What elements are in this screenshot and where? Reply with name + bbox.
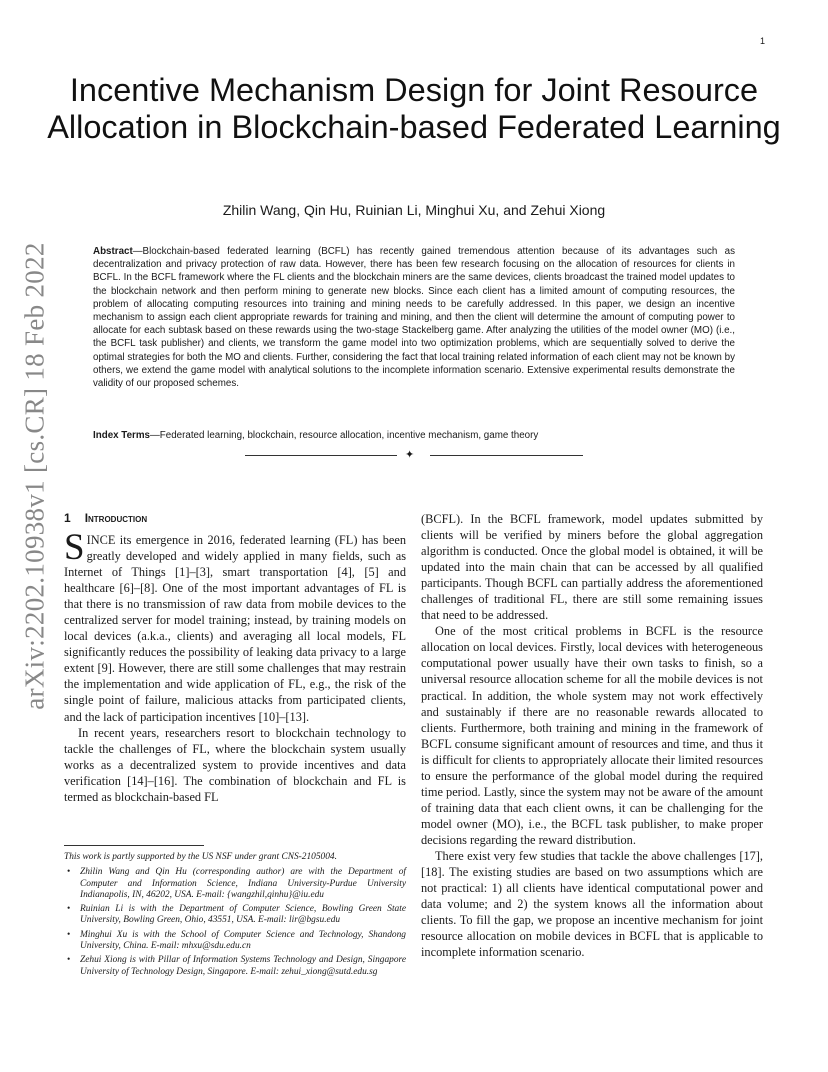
- intro-paragraph-1: [64, 527, 406, 725]
- author-list: Zhilin Wang, Qin Hu, Ruinian Li, Minghui Xu, and Zehui Xiong: [222, 202, 606, 218]
- section-title: Introduction: [84, 511, 148, 525]
- intro-paragraph-1-text: INCE its emergence in 2016, federated learning (FL) has been greatly developed and widely applied in many fields, such as Internet of Things [1]–[3], smart transportation [4], [5] and healthcare [6]–[8]. One of the most important advantages of FL is that there is no transmission of raw data from mobile devices to the centralized server for model training; instead, by training models on local devices (a.k.a., clients) and averaging all local models, FL significantly reduces the possibility of leaking data privacy to a large extent [9]. However, there are still some challenges that may restrain the implementation and wide application of FL, e.g., the risk of the single point of failure, malicious attacks from participated clients, and the lack of participation incentives [10]–[13].: [64, 533, 406, 724]
- affiliation-item: • Zehui Xiong is with Pillar of Information Systems Technology and Design, Singapore University of Technology Design, Singapore. E-mail: zehui_xiong@sutd.edu.sg: [64, 955, 406, 978]
- separator-line-right: [430, 455, 583, 456]
- left-column: [64, 510, 406, 805]
- funding-note: This work is partly supported by the US NSF under grant CNS-2105004.: [64, 852, 337, 862]
- affiliation-item: • Zhilin Wang and Qin Hu (corresponding author) are with the Department of Computer and Information Science, Indiana University-Purdue University Indianapolis, IN, 46202, USA. E-mail: {wangzhil,qinhu}@iu.edu: [64, 867, 406, 901]
- abstract-text: —Blockchain-based federated learning (BCFL) has recently gained tremendous attention because of its advantages such as decentralization and privacy protection of raw data. However, there has been few research focusing on the allocation of resources for clients in BCFL. In the BCFL framework where the FL clients and the blockchain miners are the same devices, clients broadcast the trained model updates to the blockchain network and then perform mining to generate new blocks. Since each client has a limited amount of computing resources, the problem of allocating computing resources into training and mining needs to be carefully addressed. In this paper, we design an incentive mechanism to assign each client appropriate rewards for training and mining, and then the client will determine the amount of computing power to allocate for each subtask based on these rewards using the two-stage Stackelberg game. After analyzing the utilities of the model owner (MO) (i.e., the BCFL task publisher) and clients, we transform the game model into two optimization problems, which are sequentially solved to derive the optimal strategies for both the MO and clients. Further, considering the fact that local training related information of each client may not be known by others, we extend the game model with analytical solutions to the incomplete information scenario. Extensive experimental results demonstrate the validity of our proposed schemes.: [93, 246, 735, 390]
- footnotes: [64, 852, 406, 981]
- affiliation-item: • Ruinian Li is with the Department of Computer Science, Bowling Green State University, Bowling Green, Ohio, 43551, USA. E-mail: lir@bgsu.edu: [64, 904, 406, 927]
- affiliation-list: [64, 867, 406, 978]
- page-number: 1: [759, 36, 765, 46]
- intro-paragraph-4: One of the most critical problems in BCFL is the resource allocation on local devices. Firstly, local devices with heterogeneous computational power usually have their own tasks to finish, so a universal resource allocation scheme for all the mobile devices is not practical. In addition, the whole system may not work effectively and sustainably if there are no reasonable rewards allocated to clients. Furthermore, both training and mining in the framework of BCFL consume significant amount of resources and time, and thus it is difficult for clients to appropriately allocate their limited resources to ensure the performance of the global model during the required time period. Lastly, since the system may not be aware of the amount of training data that each client owns, it can be challenging for the model owner (MO), i.e., the BCFL task publisher, to make proper decisions regarding the reward distribution.: [421, 624, 763, 847]
- affiliation-item: • Minghui Xu is with the School of Computer Science and Technology, Shandong University, China. E-mail: mhxu@sdu.edu.cn: [64, 930, 406, 953]
- right-column: [421, 511, 763, 960]
- section-number: 1: [64, 511, 71, 525]
- abstract: [93, 245, 735, 390]
- footnote-rule: [64, 845, 204, 846]
- intro-paragraph-3: (BCFL). In the BCFL framework, model updates submitted by clients will be verified by miners before the global aggregation algorithm is conducted. Once the global model is obtained, it will be updated into the main chain that can be accessed by all qualified participants. Though BCFL can partially address the aforementioned challenges of traditional FL, there are still some remaining issues that need to be addressed.: [421, 512, 763, 623]
- separator-line-left: [245, 455, 397, 456]
- index-terms-label: Index Terms: [93, 430, 150, 441]
- abstract-label: Abstract: [93, 246, 133, 257]
- arxiv-stamp-text: arXiv:2202.10938v1 [cs.CR] 18 Feb 2022: [19, 242, 50, 710]
- intro-paragraph-2: In recent years, researchers resort to blockchain technology to tackle the challenges of FL, where the blockchain system usually works as a decentralized system to provide incentives and data verification [14]–[16]. The combination of blockchain and FL is termed as blockchain-based FL: [64, 725, 406, 804]
- index-terms-text: —Federated learning, blockchain, resource allocation, incentive mechanism, game theory: [150, 430, 539, 441]
- section-heading: [64, 510, 406, 526]
- paper-title: Incentive Mechanism Design for Joint Resource Allocation in Blockchain-based Federated Learning: [47, 72, 781, 145]
- separator-diamond-icon: ✦: [405, 448, 415, 461]
- intro-paragraph-5: There exist very few studies that tackle the above challenges [17], [18]. The existing studies are based on two assumptions which are not practical: 1) all clients have identical computational power and data volume; and 2) the system knows all the information about clients. To fill the gap, we propose an incentive mechanism for joint resource allocation on mobile devices in BCFL that is applicable to incomplete information scenario.: [421, 848, 763, 960]
- drop-cap: S: [64, 527, 85, 568]
- index-terms: [93, 429, 735, 442]
